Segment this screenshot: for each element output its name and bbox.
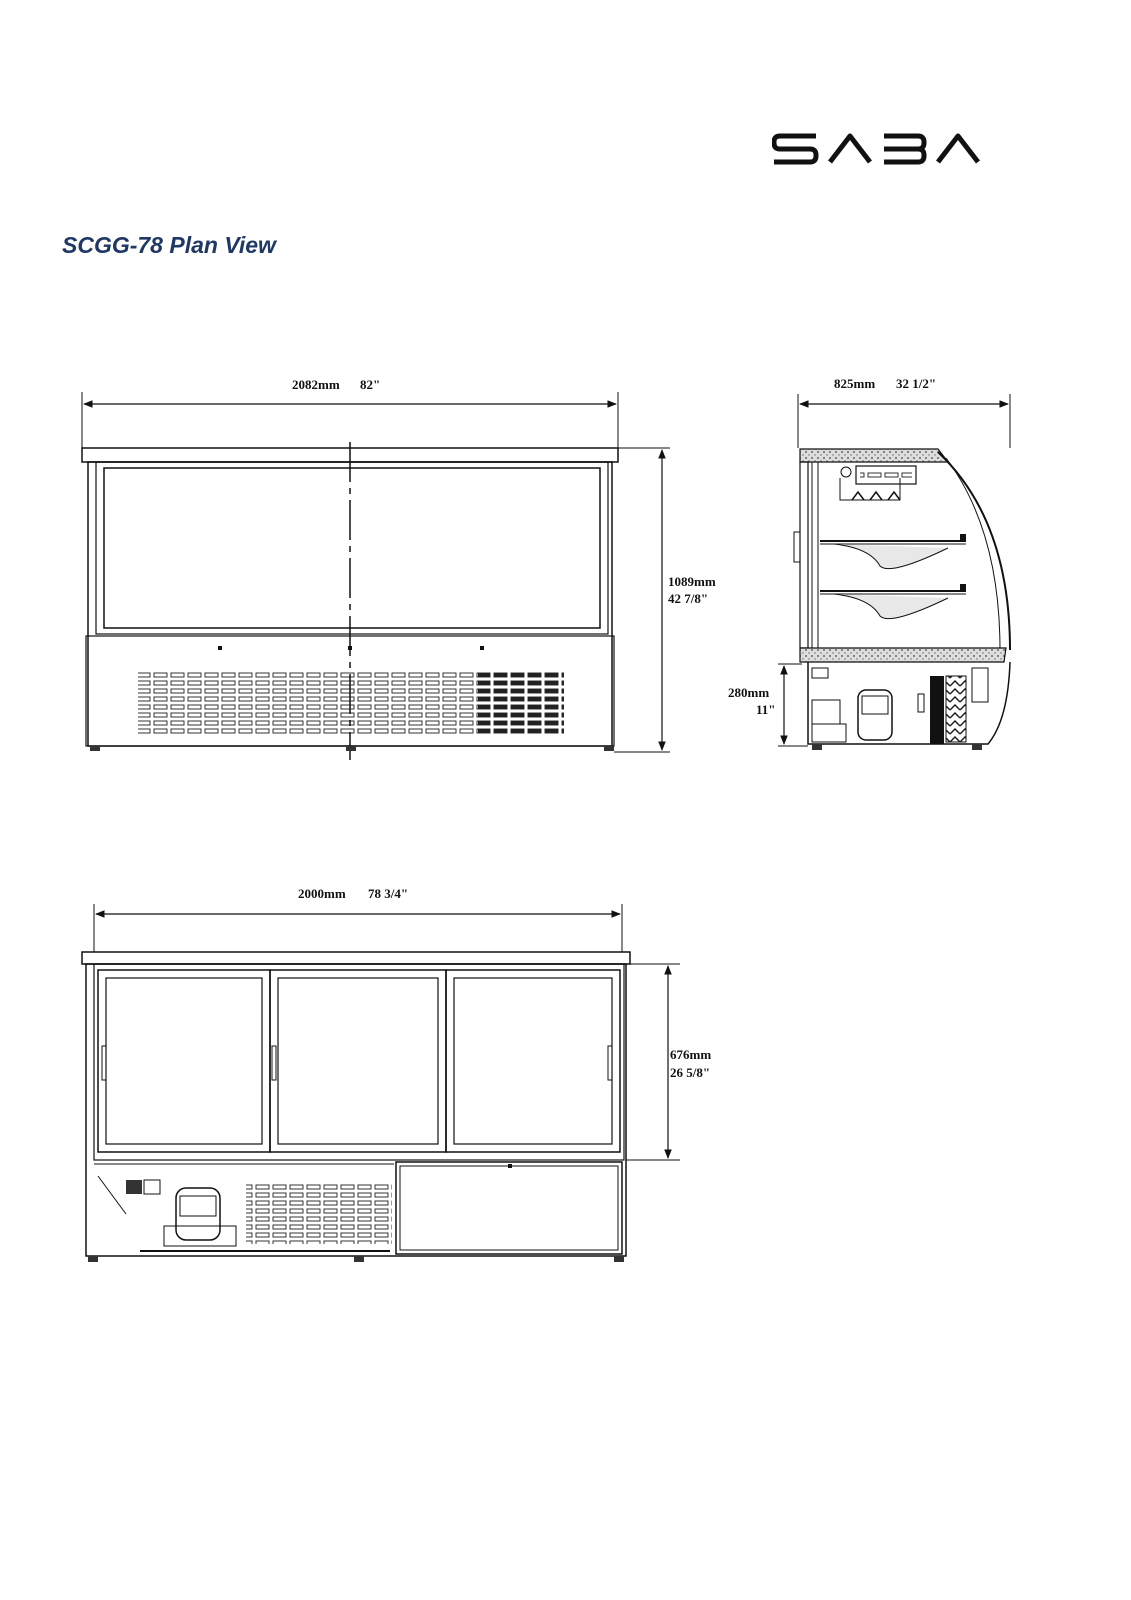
front-width-mm-label: 2082mm [292,377,340,392]
side-base-insulation [800,648,1006,662]
rear-height-mm-label: 676mm [670,1047,712,1062]
rear-access-panel [396,1162,622,1254]
side-depth-in-label: 32 1/2" [896,376,937,391]
side-base-in-label: 11" [756,702,776,717]
side-condenser-coil [946,676,966,742]
side-view [728,376,1010,750]
side-condenser-fan [930,676,944,744]
rear-height-in-label: 26 5/8" [670,1065,711,1080]
rear-top-canopy [82,952,630,964]
front-glass-panel [104,468,600,628]
side-compressor [858,690,892,740]
front-view [82,377,716,760]
door-handle-middle [272,1046,276,1080]
page-title: SCGG-78 Plan View [62,232,276,258]
rear-vent-grille [246,1184,392,1244]
side-base-mm-label: 280mm [728,685,770,700]
front-width-in-label: 82" [360,377,381,392]
rear-view [82,886,711,1262]
side-machine-compartment [808,662,1010,744]
rear-width-in-label: 78 3/4" [368,886,409,901]
rear-width-mm-label: 2000mm [298,886,346,901]
rear-sliding-doors [98,970,620,1152]
side-depth-mm-label: 825mm [834,376,876,391]
front-height-in-label: 42 7/8" [668,591,709,606]
side-top-insulation [800,449,948,462]
front-height-mm-label: 1089mm [668,574,716,589]
